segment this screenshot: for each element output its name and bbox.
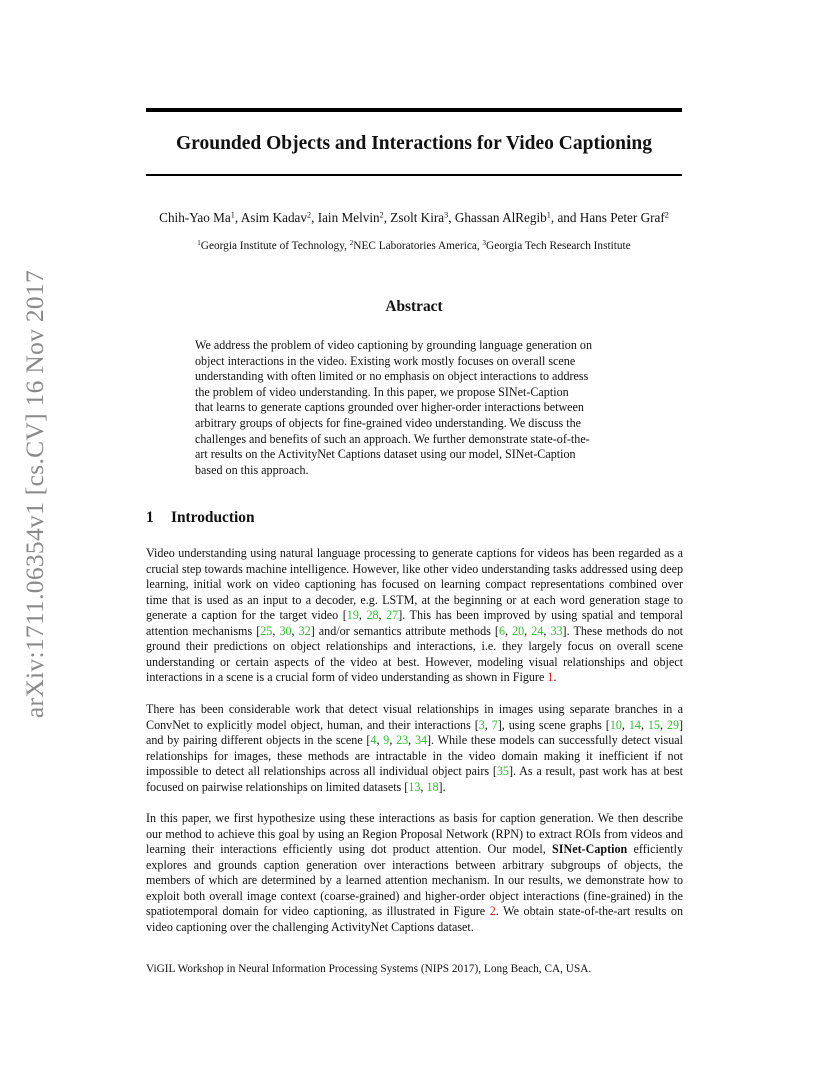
citation-link: 25 — [260, 623, 273, 638]
citation-link: 18 — [426, 779, 439, 794]
author-affiliation-mark: 2 — [379, 210, 384, 220]
author-name: Zsolt Kira — [390, 210, 445, 225]
citation-link: 32 — [298, 623, 311, 638]
affiliation-mark: 2 — [349, 239, 354, 248]
section-heading — [146, 508, 255, 528]
author-name: Hans Peter Graf — [579, 210, 665, 225]
citation-link: 6 — [498, 623, 505, 638]
author-name: Ghassan AlRegib — [454, 210, 547, 225]
citation-link: 14 — [628, 717, 641, 732]
citation-link: 29 — [666, 717, 679, 732]
affiliation-list: $^1$Georgia Institute of Technology, $^2$NEC Laboratories America, $^3$Georgia Tech Research Institute — [197, 239, 631, 252]
abstract-line: object interactions in the video. Existing work mostly focuses on overall scene — [195, 353, 576, 368]
citation-link: 7 — [491, 717, 498, 732]
citation-link: 20 — [512, 623, 525, 638]
citation-link: 30 — [279, 623, 292, 638]
author-affiliation-mark: 1 — [230, 210, 235, 220]
intro-paragraph-3: In this paper, we first hypothesize using these interactions as basis for caption generation. We then describe our method to achieve this goal by using an Region Proposal Network (RPN) to extract ROIs from videos and learning their interactions efficiently using dot product attention. Our model, SINet-Caption efficiently explores and grounds caption generation over interactions between arbitrary subgroups of objects, the members of which are determined by a learned attention mechanism. In our results, we demonstrate how to exploit both overall image context (coarse-grained) and higher-order object interactions (fine-grained) in the spatiotemporal domain for video captioning, as illustrated in Figure 2. We obtain state-of-the-art results on video captioning over the challenging ActivityNet Captions dataset. — [146, 811, 684, 934]
abstract-line: based on this approach. — [195, 462, 309, 477]
citation-link: 4 — [370, 733, 377, 748]
affiliation-mark: 1 — [197, 239, 201, 248]
author-name: Iain Melvin — [317, 210, 380, 225]
citation-link: 34 — [414, 733, 428, 748]
abstract-heading: Abstract — [385, 298, 443, 315]
citation-link: 35 — [496, 764, 509, 779]
abstract-line: the problem of video understanding. In this paper, we propose SINet-Caption — [195, 384, 569, 399]
citation-link: 15 — [647, 717, 660, 732]
figure-reference: 1 — [547, 670, 554, 685]
affiliation-name: Georgia Tech Research Institute — [486, 240, 631, 252]
section-title: Introduction — [171, 509, 255, 526]
affiliation-name: Georgia Institute of Technology — [200, 240, 345, 252]
citation-link: 33 — [550, 623, 563, 638]
author-affiliation-mark: 2 — [307, 210, 312, 220]
affiliation-name: NEC Laboratories America — [353, 240, 477, 252]
abstract-line: understanding with often limited or no emphasis on object interactions to address — [195, 369, 589, 384]
abstract-line: that learns to generate captions grounded over higher-order interactions between — [195, 400, 584, 415]
citation-link: 13 — [408, 779, 421, 794]
citation-link: 19 — [346, 608, 359, 623]
paper-title: Grounded Objects and Interactions for Video Captioning — [176, 133, 652, 154]
citation-link: 10 — [609, 717, 622, 732]
arxiv-identifier: arXiv:1711.06354v1 [cs.CV] 16 Nov 2017 — [20, 269, 49, 719]
abstract-line: We address the problem of video captioning by grounding language generation on — [195, 338, 593, 352]
footer-venue: ViGIL Workshop in Neural Information Processing Systems (NIPS 2017), Long Beach, CA, USA. — [146, 963, 592, 975]
author-affiliation-mark: 1 — [546, 210, 551, 220]
author-name: Asim Kadav — [240, 210, 307, 225]
abstract-line: challenges and benefits of such an approach. We further demonstrate state-of-the- — [195, 431, 590, 446]
citation-link: 24 — [531, 623, 544, 638]
author-affiliation-mark: 3 — [444, 210, 449, 220]
affiliation-mark: 3 — [482, 239, 487, 248]
citation-link: 27 — [386, 608, 399, 623]
citation-link: 23 — [396, 733, 409, 748]
author-name: Chih-Yao Ma — [159, 210, 231, 225]
intro-paragraph-2: There has been considerable work that detect visual relationships in images using separate branches in a ConvNet to explicitly model object, human, and their interactions [3, 7], using scene graphs [10, 14, 15, 29] and by pairing different objects in the scene [4, 9, 23, 34]. While these models can successfully detect visual relationships for images, these methods are intractable in the video domain making it inefficient if not impossible to detect all relationships across all individual object pairs [35]. As a result, past work has at best focused on pairwise relationships on limited datasets [13, 18]. — [146, 702, 684, 794]
citation-link: 28 — [366, 608, 379, 623]
model-name: SINet-Caption — [552, 842, 628, 857]
author-affiliation-mark: 2 — [664, 210, 669, 220]
title-top-rule — [146, 108, 682, 112]
author-list: Chih-Yao Ma$^1$, Asim Kadav$^2$, Iain Melvin$^2$, Zsolt Kira$^3$, Ghassan AlRegib$^1$, and Hans Peter Graf$^2$ — [159, 210, 669, 225]
abstract-body — [195, 338, 635, 478]
abstract-line: art results on the ActivityNet Captions dataset using our model, SINet-Caption — [195, 447, 576, 462]
citation-link: 9 — [383, 733, 390, 748]
citation-link: 3 — [478, 717, 485, 732]
section-number: 1 — [146, 509, 154, 526]
title-bottom-rule — [146, 174, 682, 176]
intro-paragraph-1: Video understanding using natural language processing to generate captions for videos has been regarded as a crucial step towards machine intelligence. However, like other video understanding tasks addressed using deep learning, initial work on video captioning has focused on learning compact representations combined over time that is used as an input to a decoder, e.g. LSTM, at the beginning or at each word generation stage to generate a caption for the target video [19, 28, 27]. This has been improved by using spatial and temporal attention mechanisms [25, 30, 32] and/or semantics attribute methods [6, 20, 24, 33]. These methods do not ground their predictions on object relationships and interactions, i.e. they largely focus on overall scene understanding or certain aspects of the video at best. However, modeling visual relationships and object interactions in a scene is a crucial form of video understanding as shown in Figure 1. — [146, 546, 684, 685]
figure-reference: 2 — [489, 904, 496, 919]
abstract-line: arbitrary groups of objects for fine-grained video understanding. We discuss the — [195, 415, 582, 430]
